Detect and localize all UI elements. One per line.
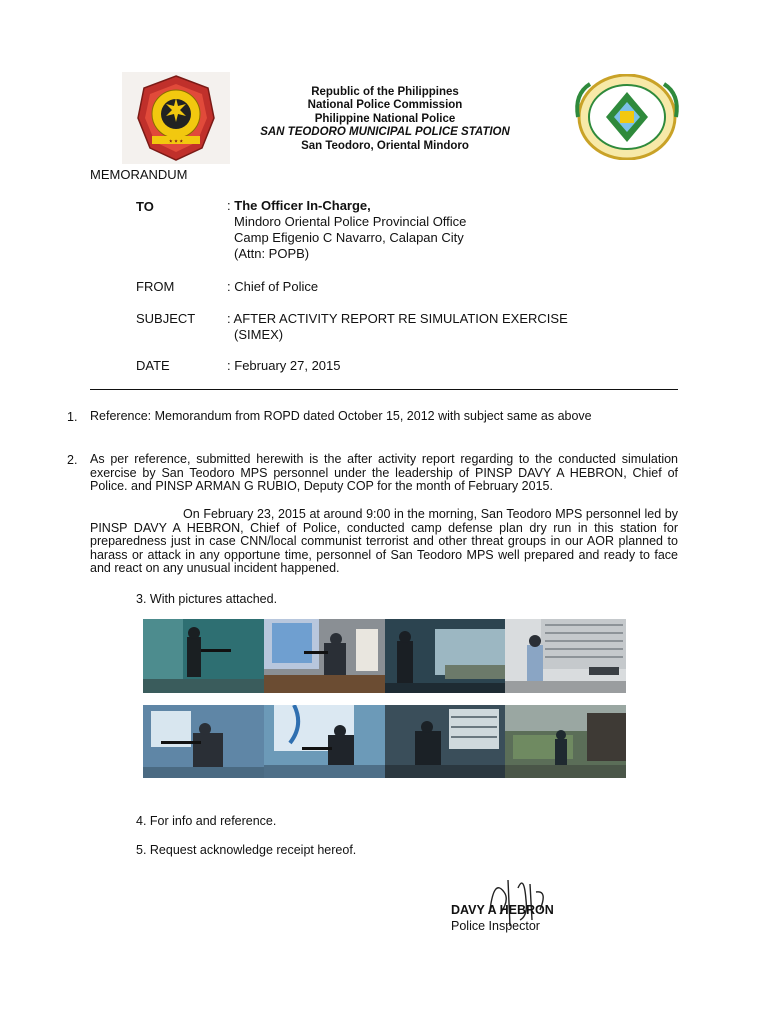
- paragraph-2-number: 2.: [67, 453, 78, 467]
- signer-name: DAVY A HEBRON: [451, 903, 554, 917]
- date-block: [227, 358, 340, 374]
- paragraph-1: Reference: Memorandum from ROPD dated October 15, 2012 with subject same as above: [90, 409, 592, 423]
- signer-rank: Police Inspector: [451, 919, 540, 933]
- to-camp: Camp Efigenio C Navarro, Calapan City: [234, 230, 464, 245]
- header-divider: [90, 389, 678, 390]
- item-5: 5. Request acknowledge receipt hereof.: [136, 843, 357, 857]
- to-block: [227, 198, 466, 262]
- svg-text:★ ★ ★: ★ ★ ★: [168, 138, 184, 144]
- from-block: [227, 279, 318, 295]
- header-napolcom: National Police Commission: [307, 99, 463, 112]
- subject-colon: :: [227, 311, 231, 326]
- municipal-seal-logo: [570, 74, 685, 160]
- to-recipient: The Officer In-Charge,: [234, 198, 371, 213]
- from-value: Chief of Police: [234, 279, 319, 294]
- photo-2: [264, 619, 385, 693]
- memorandum-label: MEMORANDUM: [90, 167, 188, 182]
- photo-1: [143, 619, 264, 693]
- date-colon: :: [227, 358, 231, 373]
- photo-5: [143, 705, 264, 778]
- to-office: Mindoro Oriental Police Provincial Office: [234, 214, 467, 229]
- subject-line-1: AFTER ACTIVITY REPORT RE SIMULATION EXERCISE: [233, 311, 568, 326]
- header-republic: Republic of the Philippines: [311, 86, 459, 98]
- from-label: FROM: [136, 279, 175, 294]
- date-value: February 27, 2015: [234, 358, 341, 373]
- paragraph-2: As per reference, submitted herewith is the after activity report regarding to the conducted simulation exercise by San Teodoro MPS personnel under the leadership of PINSP DAVY A HEBRON, Chief of Police. and PINSP ARMAN G RUBIO, Deputy COP for the month of February 2015.: [90, 452, 678, 494]
- date-label: DATE: [136, 358, 170, 373]
- paragraph-2-continuation: On February 23, 2015 at around 9:00 in the morning, San Teodoro MPS personnel led by PINSP DAVY A HEBRON, Chief of Police, conducted camp defense plan dry run in this station for preparedness just in case CNN/local communist terrorist and other threat groups in our AOR planned to harass or attack in any opportune time, personnel of San Teodoro MPS well prepared and ready to face and react on any unusual incident happened.: [90, 507, 678, 576]
- letterhead: [200, 86, 570, 153]
- header-location: San Teodoro, Oriental Mindoro: [301, 139, 469, 152]
- header-station: SAN TEODORO MUNICIPAL POLICE STATION: [260, 126, 510, 139]
- item-3: 3. With pictures attached.: [136, 592, 278, 606]
- subject-line-2: (SIMEX): [234, 327, 284, 342]
- subject-label: SUBJECT: [136, 311, 196, 326]
- photo-6: [264, 705, 385, 778]
- to-attn: (Attn: POPB): [234, 246, 310, 261]
- from-colon: :: [227, 279, 231, 294]
- to-label: TO: [136, 199, 154, 214]
- photo-4: [505, 619, 626, 693]
- photo-3: [385, 619, 505, 693]
- paragraph-1-number: 1.: [67, 410, 78, 424]
- subject-block: [227, 311, 568, 343]
- photo-8: [505, 705, 626, 778]
- photo-7: [385, 705, 505, 778]
- header-pnp: Philippine National Police: [314, 112, 456, 125]
- item-4: 4. For info and reference.: [136, 814, 277, 828]
- to-colon: :: [227, 198, 231, 213]
